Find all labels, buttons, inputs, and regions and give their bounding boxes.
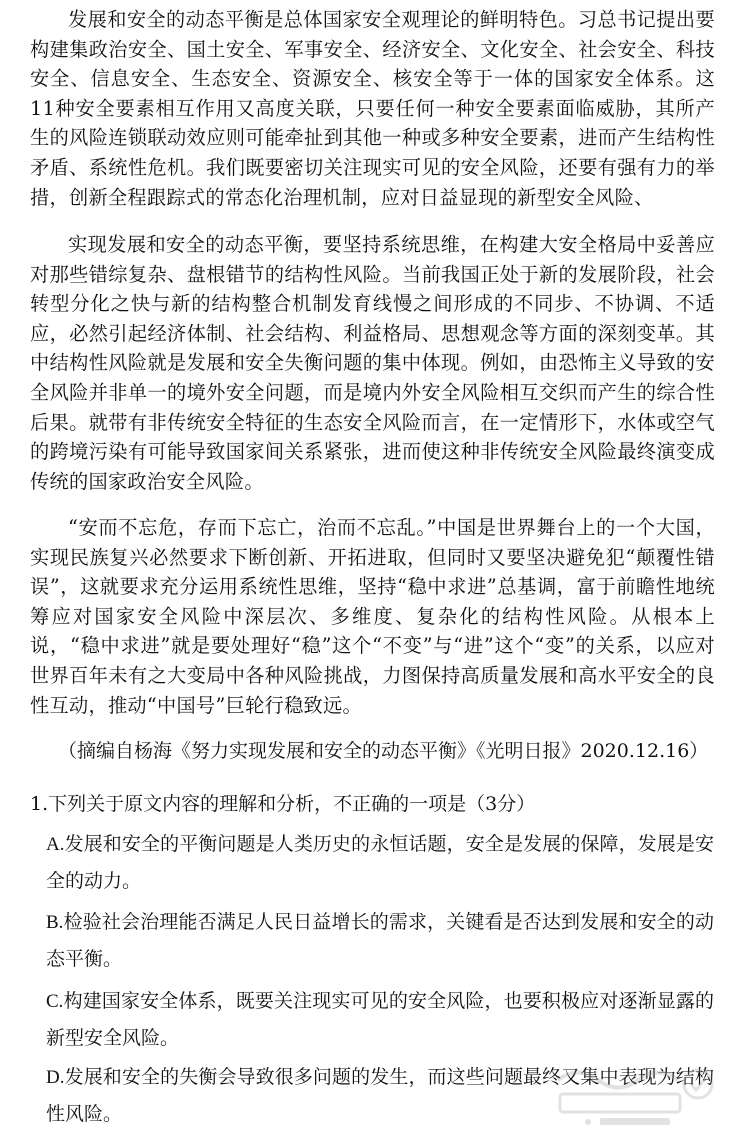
option-a-text: 发展和安全的平衡问题是人类历史的永恒话题，安全是发展的保障，发展是安全的动力。 <box>46 833 714 892</box>
article-paragraph-2: 实现发展和安全的动态平衡，要坚持系统思维，在构建大安全格局中妥善应对那些错综复杂、盘根错节的结构性风险。当前我国正处于新的发展阶段，社会转型分化之快与新的结构整合机制发育线慢之间形成的不同步、不协调、不适应，必然引起经济体制、社会结构、利益格局、思想观念等方面的深刻变革。其中结构性风险就是发展和安全失衡问题的集中体现。例如，由恐怖主义导致的安全风险并非单一的境外安全问题，而是境内外安全风险相互交织而产生的综合性后果。就带有非传统安全特征的生态安全风险而言，在一定情形下，水体或空气的跨境污染有可能导致国家间关系紧张，进而使这种非传统安全风险最终演变成传统的国家政治安全风险。 <box>30 233 715 493</box>
option-d-text: 发展和安全的失衡会导致很多问题的发生，而这些问题最终又集中表现为结构性风险。 <box>46 1066 714 1125</box>
option-d-letter: D. <box>46 1067 65 1088</box>
article-source-citation: （摘编自杨海《努力实现发展和安全的动态平衡》《光明日报》2020.12.16） <box>58 740 709 762</box>
option-d <box>46 1059 714 1132</box>
question-stem: 1.下列关于原文内容的理解和分析，不正确的一项是（3分） <box>30 793 536 815</box>
option-b-letter: B. <box>46 912 64 933</box>
option-b-text: 检验社会治理能否满足人民日益增长的需求，关键看是否达到发展和安全的动态平衡。 <box>46 911 714 970</box>
option-b <box>46 904 714 977</box>
option-c-text: 构建国家安全体系，既要关注现实可见的安全风险，也要积极应对逐渐显露的新型安全风险。 <box>46 990 714 1049</box>
article-paragraph-3: “安而不忘危，存而下忘亡，治而不忘乱。”中国是世界舞台上的一个大国，实现民族复兴必然要求下断创新、开拓进取，但同时又要坚决避免犯“颠覆性错误”，这就要求充分运用系统性思维，坚持“稳中求进”总基调，富于前瞻性地统筹应对国家安全风险中深层次、多维度、复杂化的结构性风险。从根本上说，“稳中求进”就是要处理好“稳”这个“不变”与“进”这个“变”的关系，以应对世界百年未有之大变局中各种风险挑战，力图保持高质量发展和高水平安全的良性互动，推动“中国号”巨轮行稳致远。 <box>30 516 715 717</box>
option-c <box>46 983 714 1056</box>
option-c-letter: C. <box>46 991 64 1012</box>
article-paragraph-1: 发展和安全的动态平衡是总体国家安全观理论的鲜明特色。习总书记提出要构建集政治安全、国土安全、军事安全、经济安全、文化安全、社会安全、科技安全、信息安全、生态安全、资源安全、核安全等于一体的国家安全体系。这11种安全要素相互作用又高度关联，只要任何一种安全要素面临威胁，其所产生的风险连锁联动效应则可能牵扯到其他一种或多种安全要素，进而产生结构性矛盾、系统性危机。我们既要密切关注现实可见的安全风险，还要有强有力的举措，创新全程跟踪式的常态化治理机制，应对日益显现的新型安全风险、 <box>30 8 715 209</box>
option-a-letter: A. <box>46 834 65 855</box>
option-a <box>46 826 714 899</box>
